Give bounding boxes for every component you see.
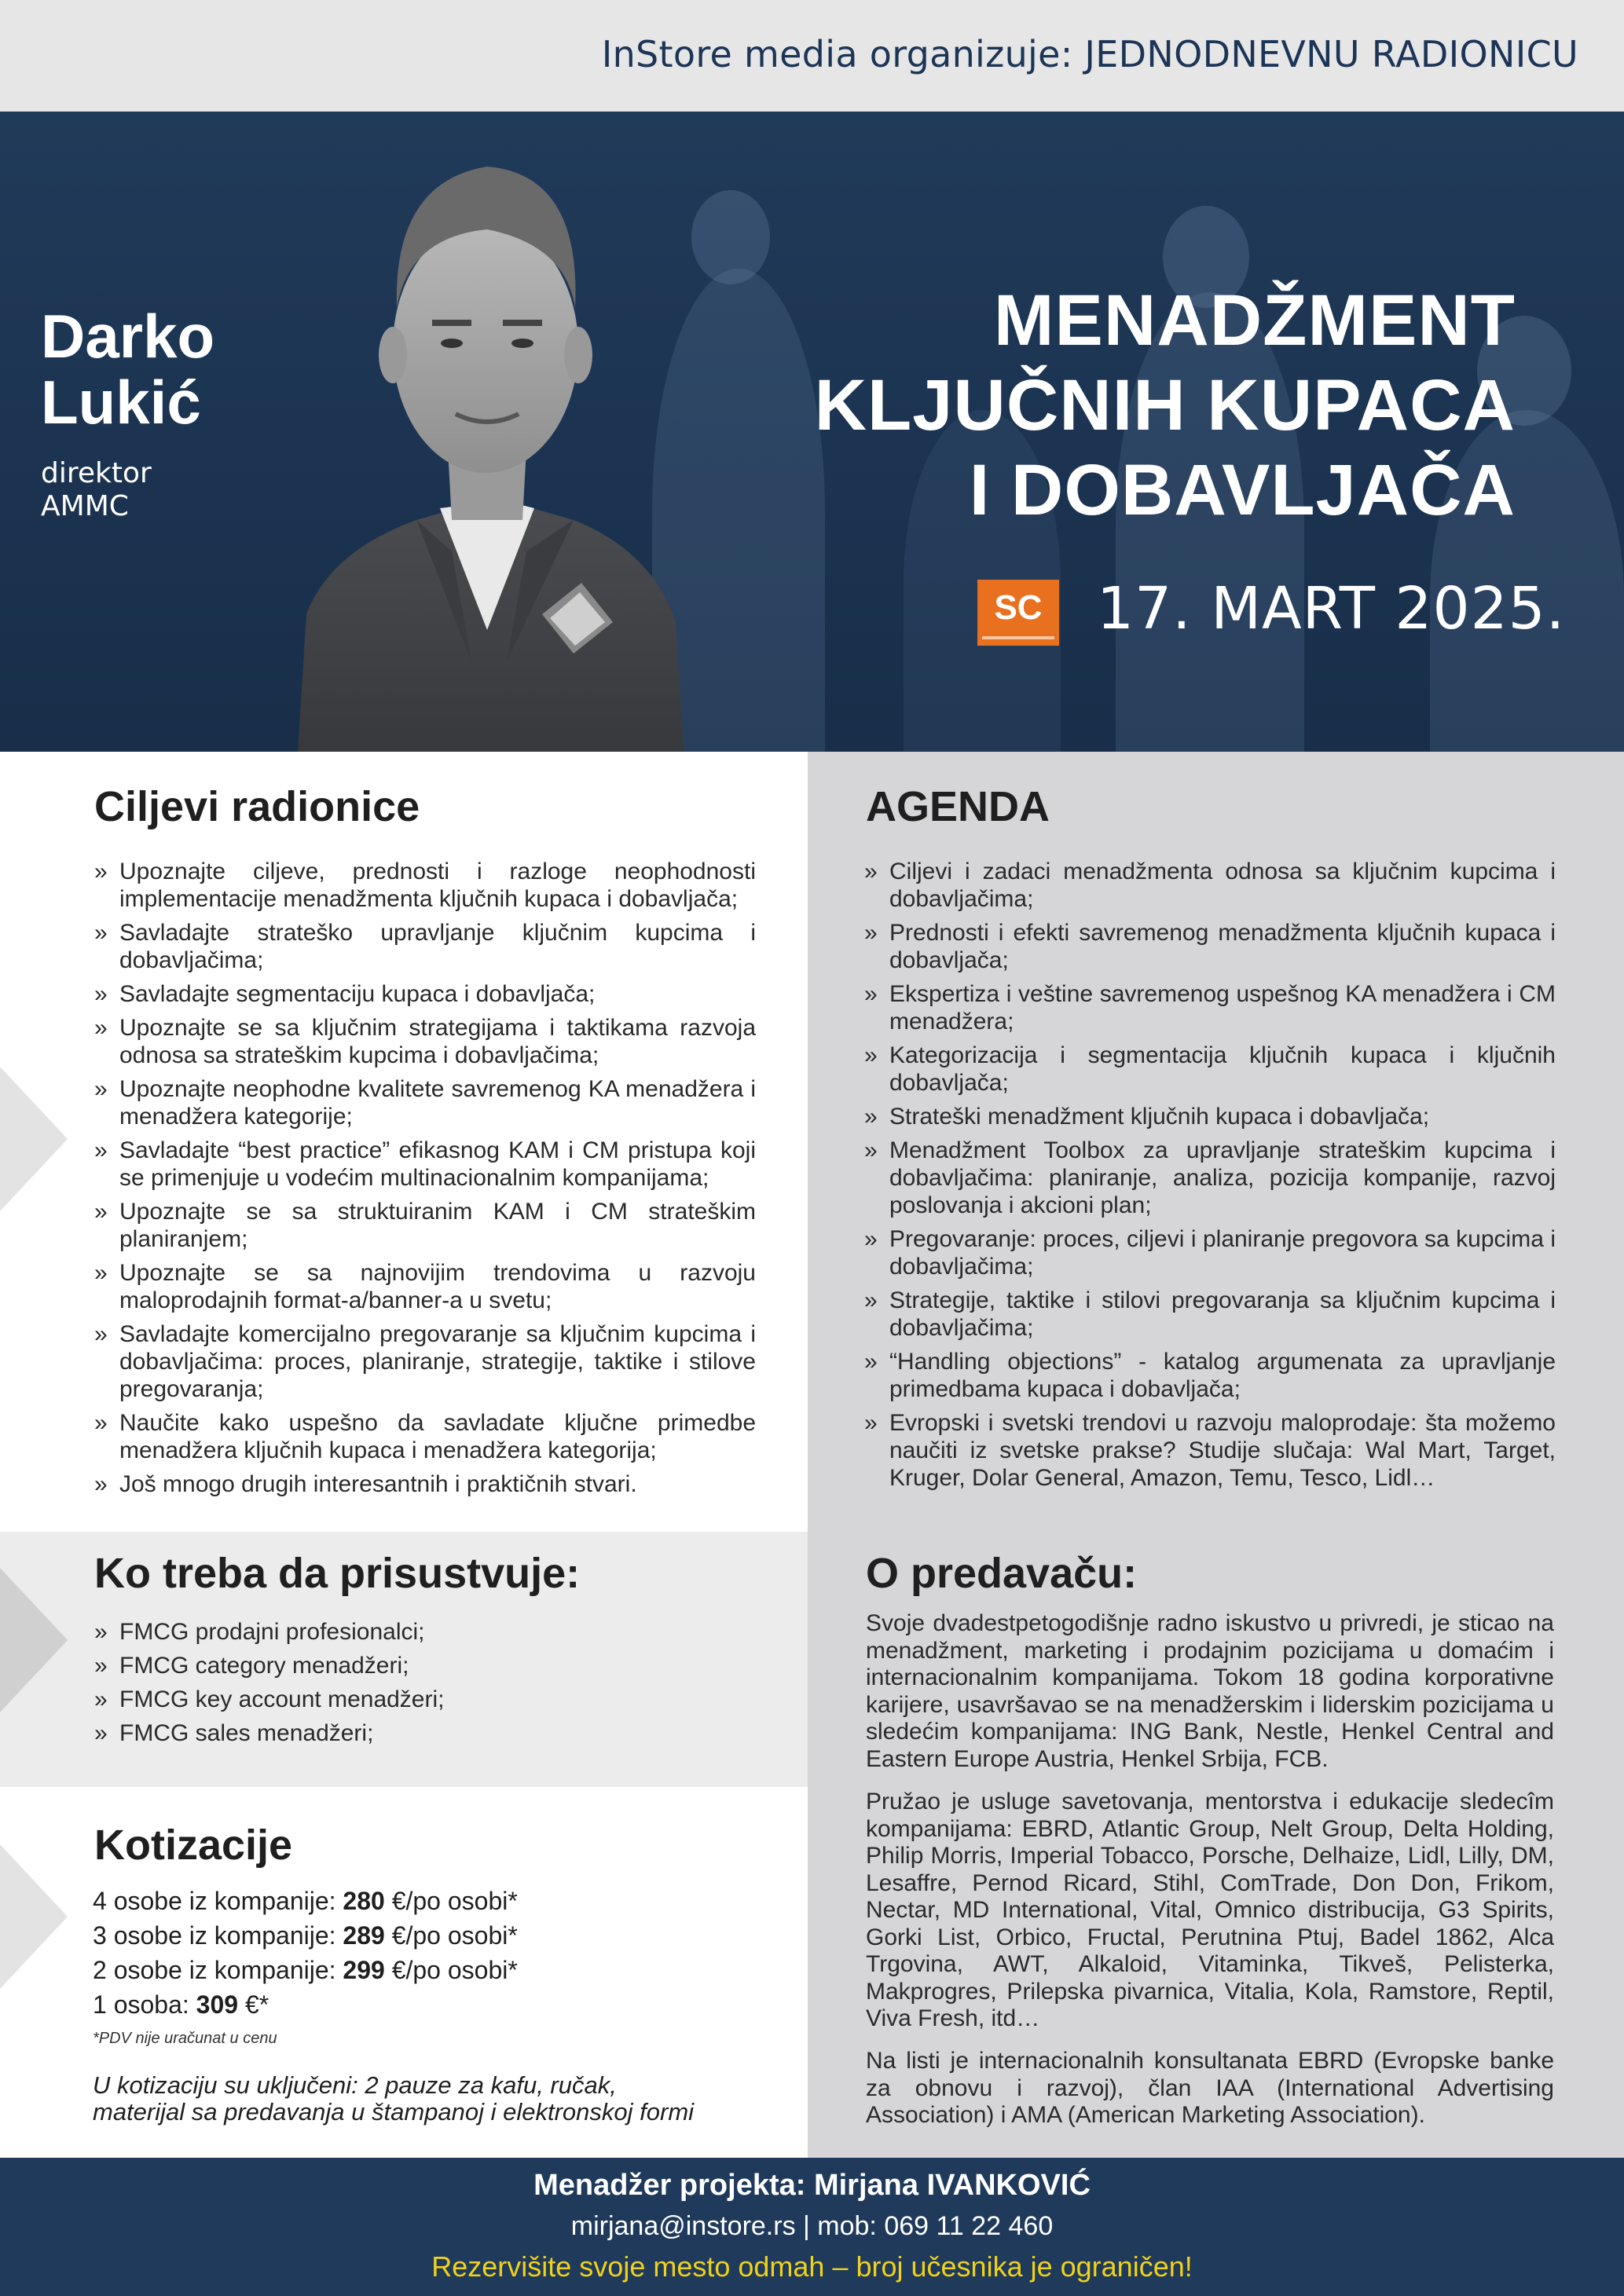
- bio-paragraph: Svoje dvadestpetogodišnje radno iskustvo u privredi, je sticao na menadžment, marketing i prodajnim pozicijama u domaćim i internacionalnim kompanijama. Tokom 18 godina korporativne karijere, usavršavao se na menadžerskim i liderskim pozicijama u sledećim kompanijama: ING Bank, Nestle, Henkel Central and Eastern Europe Austria, Henkel Srbija, FCB.: [866, 1610, 1554, 1772]
- contact-info[interactable]: mirjana@instore.rs | mob: 069 11 22 460: [570, 2211, 1054, 2241]
- goals-list: [94, 858, 756, 1504]
- footer: [0, 2158, 1624, 2296]
- speaker-last-name: Lukić: [41, 368, 201, 437]
- list-item: » FMCG sales menadžeri;: [94, 1719, 756, 1747]
- list-item: » Upoznajte ciljeve, prednosti i razloge neophodnosti implementacije menadžmenta ključnih kupaca i dobavljača;: [94, 858, 756, 913]
- audience-list: [94, 1618, 756, 1753]
- sc-logo: [977, 580, 1059, 646]
- fee-includes: U kotizaciju su uključeni: 2 pauze za kafu, ručak, materijal sa predavanja u štampanoj i elektronskoj formi: [93, 2071, 695, 2126]
- speaker-first-name: Darko: [41, 302, 215, 371]
- list-item: » FMCG category menadžeri;: [94, 1652, 756, 1679]
- agenda-heading: AGENDA: [866, 783, 1050, 830]
- hero-banner: [0, 112, 1624, 752]
- list-item: » Ekspertiza i veštine savremenog uspešnog KA menadžera i CM menadžera;: [864, 980, 1556, 1035]
- decorative-chevron-icon: [0, 1844, 68, 1989]
- speaker-name: [41, 303, 214, 435]
- price-row: 3 osobe iz kompanije: 289 €/po osobi*: [93, 1921, 518, 1950]
- list-item: » “Handling objections” - katalog argumenata za upravljanje primedbama kupaca i dobavljača;: [864, 1348, 1556, 1403]
- price-value: 289: [343, 1921, 385, 1950]
- sc-logo-text: SC: [994, 588, 1043, 627]
- agenda-list: [864, 858, 1556, 1498]
- call-to-action: Rezervišite svoje mesto odmah – broj učesnika je ograničen!: [431, 2250, 1193, 2283]
- goals-heading: Ciljevi radionice: [94, 783, 420, 830]
- price-row: 1 osoba: 309 €*: [93, 1990, 269, 2019]
- fees-heading: Kotizacije: [94, 1822, 293, 1869]
- speaker-role-title: direktor: [41, 457, 152, 489]
- project-manager: Menadžer projekta: Mirjana IVANKOVIĆ: [533, 2169, 1091, 2202]
- list-item: » Savladajte komercijalno pregovaranje sa ključnim kupcima i dobavljačima: proces, planiranje, strategije, taktike i stilove pregovaranja;: [94, 1320, 756, 1403]
- list-item: » Još mnogo drugih interesantnih i praktičnih stvari.: [94, 1470, 756, 1498]
- list-item: » Strateški menadžment ključnih kupaca i dobavljača;: [864, 1103, 1556, 1130]
- about-heading: O predavaču:: [866, 1550, 1138, 1597]
- title-line: MENADŽMENT: [993, 280, 1516, 361]
- list-item: » Menadžment Toolbox za upravljanje strateškim kupcima i dobavljačima: planiranje, analiza, pozicija kompanije, razvoj poslovanja i akcioni plan;: [864, 1137, 1556, 1219]
- list-item: » Ciljevi i zadaci menadžmenta odnosa sa ključnim kupcima i dobavljačima;: [864, 858, 1556, 913]
- list-item: » Savladajte strateško upravljanje ključnim kupcima i dobavljačima;: [94, 919, 756, 974]
- list-item: » Savladajte segmentaciju kupaca i dobavljača;: [94, 980, 756, 1008]
- price-row: 2 osobe iz kompanije: 299 €/po osobi*: [93, 1956, 518, 1984]
- title-line: KLJUČNIH KUPACA: [814, 365, 1516, 445]
- list-item: » Evropski i svetski trendovi u razvoju maloprodaje: šta možemo naučiti iz svetske prakse? Studije slučaja: Wal Mart, Target, Kruger, Dolar General, Amazon, Temu, Tesco, Lidl…: [864, 1409, 1556, 1492]
- price-value: 280: [343, 1887, 385, 1915]
- decorative-chevron-icon: [0, 1067, 68, 1211]
- price-list: [93, 1884, 518, 2022]
- audience-heading: Ko treba da prisustvuje:: [94, 1550, 581, 1597]
- list-item: » Strategije, taktike i stilovi pregovaranja sa ključnim kupcima i dobavljačima;: [864, 1287, 1556, 1342]
- list-item: » FMCG key account menadžeri;: [94, 1686, 756, 1713]
- title-line: I DOBAVLJAČA: [969, 450, 1516, 530]
- organizer-line: InStore media organizuje: JEDNODNEVNU RADIONICU: [601, 33, 1578, 75]
- list-item: » FMCG prodajni profesionalci;: [94, 1618, 756, 1646]
- bio-paragraph: Na listi je internacionalnih konsultanata EBRD (Evropske banke za obnovu i razvoj), član IAA (International Advertising Association) i AMA (American Marketing Association).: [866, 2048, 1554, 2128]
- list-item: » Upoznajte se sa najnovijim trendovima u razvoju maloprodajnih format-a/banner-a u svetu;: [94, 1259, 756, 1314]
- list-item: » Upoznajte neophodne kvalitete savremenog KA menadžera i menadžera kategorije;: [94, 1075, 756, 1130]
- list-item: » Upoznajte se sa struktuiranim KAM i CM strateškim planiranjem;: [94, 1198, 756, 1253]
- speaker-organization: AMMC: [41, 490, 129, 522]
- list-item: » Naučite kako uspešno da savladate ključne primedbe menadžera ključnih kupaca i menadžera kategorija;: [94, 1409, 756, 1464]
- speaker-role: [41, 457, 152, 523]
- price-value: 309: [196, 1990, 239, 2019]
- top-strip: [0, 0, 1624, 112]
- list-item: » Kategorizacija i segmentacija ključnih kupaca i ključnih dobavljača;: [864, 1042, 1556, 1097]
- list-item: » Upoznajte se sa ključnim strategijama i taktikama razvoja odnosa sa strateškim kupcima i dobavljačima;: [94, 1014, 756, 1069]
- bio-paragraph: Pružao je usluge savetovanja, mentorstva i edukacije sledecîm kompanijama: EBRD, Atlantic Group, Nelt Group, Delta Holding, Philip Morris, Imperial Tobacco, Porsche, Delhaize, Lidl, Lilly, DM, Lesaffre, Pernod Ricard, Stihl, ComTrade, Don Don, Frikom, Nectar, MD International, Vital, Omnico distribucija, G3 Spirits, Gorki List, Orbico, Fructal, Perutnina Ptuj, Badel 1862, Alca Trgovina, AWT, Alkaloid, Vitaminka, Tikveš, Pelisterka, Makprogres, Prilepska pivarnica, Vitalia, Kola, Ramstore, Reptil, Viva Fresh, itd…: [866, 1789, 1554, 2031]
- speaker-portrait: [283, 112, 691, 752]
- list-item: » Pregovaranje: proces, ciljevi i planiranje pregovora sa kupcima i dobavljačima;: [864, 1225, 1556, 1280]
- vat-note: *PDV nije uračunat u cenu: [93, 2030, 277, 2047]
- decorative-chevron-icon: [0, 1568, 68, 1712]
- price-value: 299: [343, 1956, 385, 1984]
- price-row: 4 osobe iz kompanije: 280 €/po osobi*: [93, 1887, 518, 1915]
- event-date: 17. MART 2025.: [1097, 575, 1566, 643]
- list-item: » Prednosti i efekti savremenog menadžmenta ključnih kupaca i dobavljača;: [864, 919, 1556, 974]
- list-item: » Savladajte “best practice” efikasnog KAM i CM pristupa koji se primenjuje u vodećim multinacionalnim kompanijama;: [94, 1137, 756, 1192]
- workshop-title: [730, 278, 1516, 533]
